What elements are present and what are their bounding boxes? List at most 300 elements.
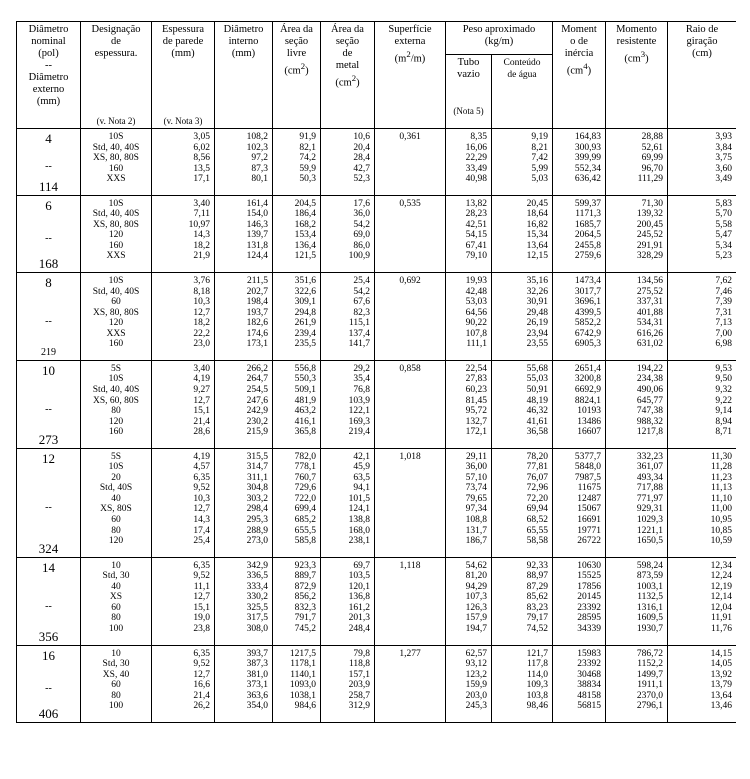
free-area-value: 91,9 <box>299 132 316 142</box>
weight-empty-value: 28,23 <box>465 209 487 220</box>
pipe-group-row <box>17 129 737 196</box>
weight-water-value: 79,17 <box>526 613 548 624</box>
inner-diameter-cell <box>215 448 273 557</box>
inner-diameter-value: 211,5 <box>246 276 268 287</box>
weight-water-value: 68,52 <box>526 515 548 526</box>
moment-inertia-value: 2455,8 <box>574 240 601 251</box>
wall-thickness-value: 3,40 <box>193 198 210 209</box>
external-surface-cell <box>375 129 446 196</box>
metal-area-value: 45,9 <box>353 462 370 473</box>
nominal-diameter-cell <box>17 645 81 722</box>
weight-empty-value: 108,8 <box>465 515 487 526</box>
metal-area-cell <box>321 273 375 361</box>
moment-inertia-cell <box>553 129 606 196</box>
wall-thickness-cell <box>152 448 215 557</box>
free-area-value: 365,8 <box>294 427 316 438</box>
weight-empty-value: 19,93 <box>465 276 487 287</box>
free-area-value: 782,0 <box>294 451 316 462</box>
resistant-moment-value: 275,52 <box>636 286 663 297</box>
inner-diameter-value: 215,9 <box>246 427 268 438</box>
nominal-diameter: 8 <box>45 275 52 291</box>
header-free-area: Área da seção livre $(cm^2)$ <box>273 22 321 129</box>
free-area-value: 778,1 <box>294 462 316 473</box>
weight-empty-value: 73,74 <box>465 483 487 494</box>
weight-empty-value: 53,03 <box>465 297 487 308</box>
external-surface-value: 0,692 <box>399 276 421 287</box>
designation-value: 120 <box>108 536 124 547</box>
weight-water-value: 48,19 <box>526 395 548 406</box>
inner-diameter-value: 333,4 <box>246 581 268 592</box>
weight-empty-value: 79,10 <box>465 251 487 262</box>
inner-diameter-value: 273,0 <box>246 536 268 547</box>
header-wall-thickness-note: (v. Nota 3) <box>163 116 203 126</box>
weight-empty-value: 64,56 <box>465 307 487 318</box>
moment-inertia-value: 599,37 <box>574 198 601 209</box>
resistant-moment-value: 1499,7 <box>636 669 663 680</box>
weight-empty-value: 186,7 <box>465 536 487 547</box>
moment-inertia-cell <box>553 645 606 722</box>
inner-diameter-value: 108,2 <box>246 132 268 142</box>
free-area-value: 121,5 <box>294 251 316 262</box>
free-area-cell <box>273 129 321 196</box>
designation-value: 100 <box>108 701 124 712</box>
wall-thickness-value: 3,40 <box>193 363 210 374</box>
table-body <box>17 129 737 723</box>
moment-inertia-value: 15983 <box>577 648 601 659</box>
metal-area-value: 94,1 <box>353 483 370 494</box>
free-area-cell <box>273 645 321 722</box>
weight-empty-value: 42,48 <box>465 286 487 297</box>
resistant-moment-value: 245,52 <box>636 230 663 241</box>
weight-water-value: 83,23 <box>526 602 548 613</box>
weight-water-cell <box>492 273 553 361</box>
weight-empty-value: 111,1 <box>466 339 487 350</box>
free-area-cell <box>273 273 321 361</box>
moment-inertia-cell <box>553 448 606 557</box>
wall-thickness-value: 9,52 <box>193 659 210 670</box>
moment-inertia-value: 6905,3 <box>574 339 601 350</box>
designation-cell <box>81 360 152 448</box>
inner-diameter-value: 295,3 <box>246 515 268 526</box>
weight-water-value: 20,45 <box>526 198 548 209</box>
external-surface-value: 0,858 <box>399 363 421 374</box>
gyration-radius-value: 11,30 <box>710 451 732 462</box>
designation-value: 120 <box>108 416 124 427</box>
wall-thickness-value: 25,4 <box>193 536 210 547</box>
wall-thickness-value: 21,4 <box>193 690 210 701</box>
wall-thickness-value: 16,6 <box>193 680 210 691</box>
weight-water-value: 92,33 <box>526 560 548 571</box>
metal-area-value: 28,4 <box>353 153 370 164</box>
metal-area-cell <box>321 195 375 272</box>
free-area-value: 556,8 <box>294 363 316 374</box>
resistant-moment-value: 1609,5 <box>636 613 663 624</box>
resistant-moment-value: 1911,1 <box>637 680 663 691</box>
inner-diameter-value: 381,0 <box>246 669 268 680</box>
resistant-moment-value: 134,56 <box>636 276 663 287</box>
metal-area-value: 161,2 <box>348 602 370 613</box>
weight-empty-cell <box>446 129 492 196</box>
external-surface-cell <box>375 195 446 272</box>
wall-thickness-cell <box>152 360 215 448</box>
moment-inertia-value: 10630 <box>577 560 601 571</box>
resistant-moment-value: 52,61 <box>641 142 663 153</box>
wall-thickness-value: 11,1 <box>193 581 210 592</box>
weight-water-value: 78,20 <box>526 451 548 462</box>
weight-empty-value: 29,11 <box>465 451 487 462</box>
wall-thickness-cell <box>152 129 215 196</box>
inner-diameter-cell <box>215 129 273 196</box>
inner-diameter-value: 336,5 <box>246 571 268 582</box>
wall-thickness-value: 19,0 <box>193 613 210 624</box>
weight-empty-value: 67,41 <box>465 240 487 251</box>
designation-value: 160 <box>108 240 124 251</box>
moment-inertia-cell <box>553 360 606 448</box>
weight-empty-value: 131,7 <box>465 525 487 536</box>
weight-empty-value: 107,8 <box>465 328 487 339</box>
external-diameter: 219 <box>41 346 56 358</box>
free-area-value: 729,6 <box>294 483 316 494</box>
metal-area-cell <box>321 557 375 645</box>
inner-diameter-value: 304,8 <box>246 483 268 494</box>
metal-area-value: 67,6 <box>353 297 370 308</box>
designation-value: XXS <box>106 328 126 339</box>
gyration-radius-value: 9,50 <box>715 374 732 385</box>
weight-empty-value: 157,9 <box>465 613 487 624</box>
moment-inertia-value: 23392 <box>577 659 601 670</box>
inner-diameter-value: 193,7 <box>246 307 268 318</box>
gyration-radius-value: 7,00 <box>715 328 732 339</box>
metal-area-value: 25,4 <box>353 276 370 287</box>
header-resistant-moment: Momento resistente $(cm^3)$ <box>606 22 668 129</box>
moment-inertia-value: 2759,6 <box>574 251 601 262</box>
external-diameter: 356 <box>38 628 59 644</box>
gyration-radius-value: 3,75 <box>715 153 732 164</box>
weight-water-value: 121,7 <box>526 648 548 659</box>
inner-diameter-value: 154,0 <box>246 209 268 220</box>
weight-empty-value: 57,10 <box>465 472 487 483</box>
weight-water-value: 50,91 <box>526 384 548 395</box>
inner-diameter-cell <box>215 645 273 722</box>
weight-empty-value: 36,00 <box>465 462 487 473</box>
resistant-moment-value: 291,91 <box>636 240 663 251</box>
free-area-value: 889,7 <box>294 571 316 582</box>
wall-thickness-value: 12,7 <box>193 307 210 318</box>
free-area-value: 722,0 <box>294 493 316 504</box>
resistant-moment-value: 616,26 <box>636 328 663 339</box>
external-surface-value: 0,535 <box>399 198 421 209</box>
pipe-group-row <box>17 557 737 645</box>
metal-area-value: 157,1 <box>348 669 370 680</box>
designation-value: 10S <box>108 276 124 287</box>
resistant-moment-value: 69,99 <box>641 153 663 164</box>
wall-thickness-value: 4,19 <box>193 374 210 385</box>
free-area-value: 239,4 <box>294 328 316 339</box>
external-diameter: 114 <box>38 178 59 194</box>
weight-water-value: 98,46 <box>526 701 548 712</box>
weight-water-value: 5,99 <box>531 163 548 174</box>
weight-empty-value: 94,29 <box>465 581 487 592</box>
inner-diameter-cell <box>215 195 273 272</box>
header-weight-empty: Tubo vazio (Nota 5) <box>446 55 492 129</box>
resistant-moment-value: 1029,3 <box>636 515 663 526</box>
moment-inertia-value: 34339 <box>577 623 601 634</box>
wall-thickness-value: 15,1 <box>193 602 210 613</box>
designation-value: 40 <box>111 493 121 504</box>
wall-thickness-value: 18,2 <box>193 318 210 329</box>
weight-water-value: 36,58 <box>526 427 548 438</box>
gyration-radius-value: 11,28 <box>710 462 732 473</box>
designation-cell <box>81 129 152 196</box>
weight-water-value: 114,0 <box>526 669 548 680</box>
free-area-value: 832,3 <box>294 602 316 613</box>
nominal-diameter: 14 <box>42 559 55 575</box>
wall-thickness-value: 26,2 <box>193 701 210 712</box>
resistant-moment-value: 493,34 <box>636 472 663 483</box>
weight-water-value: 76,07 <box>526 472 548 483</box>
diameter-separator: -- <box>45 683 52 695</box>
free-area-value: 186,4 <box>294 209 316 220</box>
free-area-value: 509,1 <box>294 384 316 395</box>
free-area-value: 463,2 <box>294 406 316 417</box>
external-diameter: 324 <box>38 540 59 556</box>
gyration-radius-value: 12,34 <box>710 560 732 571</box>
metal-area-value: 100,9 <box>348 251 370 262</box>
external-diameter: 273 <box>38 431 59 447</box>
inner-diameter-value: 311,1 <box>246 472 268 483</box>
weight-empty-value: 42,51 <box>465 219 487 230</box>
free-area-value: 136,4 <box>294 240 316 251</box>
inner-diameter-value: 325,5 <box>246 602 268 613</box>
moment-inertia-value: 5377,7 <box>574 451 601 462</box>
weight-empty-value: 245,3 <box>465 701 487 712</box>
gyration-radius-cell <box>668 129 737 196</box>
gyration-radius-value: 3,93 <box>715 132 732 142</box>
wall-thickness-value: 12,7 <box>193 504 210 515</box>
gyration-radius-value: 7,62 <box>715 276 732 287</box>
designation-value: XS, 40 <box>102 669 130 680</box>
moment-inertia-value: 3696,1 <box>574 297 601 308</box>
wall-thickness-value: 6,02 <box>193 142 210 153</box>
inner-diameter-value: 198,4 <box>246 297 268 308</box>
weight-water-value: 117,8 <box>526 659 548 670</box>
designation-value: Std, 30 <box>102 571 130 582</box>
metal-area-value: 115,1 <box>348 318 370 329</box>
inner-diameter-value: 254,5 <box>246 384 268 395</box>
resistant-moment-value: 873,59 <box>636 571 663 582</box>
nominal-diameter-cell <box>17 195 81 272</box>
diameter-separator: -- <box>45 315 52 327</box>
wall-thickness-cell <box>152 645 215 722</box>
gyration-radius-value: 14,15 <box>710 648 732 659</box>
wall-thickness-cell <box>152 195 215 272</box>
external-surface-value: 1,018 <box>399 451 421 462</box>
free-area-cell <box>273 448 321 557</box>
free-area-value: 745,2 <box>294 623 316 634</box>
designation-value: 80 <box>111 525 121 536</box>
resistant-moment-cell <box>606 645 668 722</box>
metal-area-value: 238,1 <box>348 536 370 547</box>
gyration-radius-cell <box>668 557 737 645</box>
weight-empty-value: 90,22 <box>465 318 487 329</box>
resistant-moment-value: 717,88 <box>636 483 663 494</box>
free-area-value: 351,6 <box>294 276 316 287</box>
moment-inertia-value: 5848,0 <box>574 462 601 473</box>
designation-value: XXS <box>106 251 126 262</box>
wall-thickness-value: 28,6 <box>193 427 210 438</box>
designation-cell <box>81 645 152 722</box>
weight-water-value: 13,64 <box>526 240 548 251</box>
metal-area-value: 219,4 <box>348 427 370 438</box>
moment-inertia-value: 20145 <box>577 592 601 603</box>
weight-empty-value: 16,06 <box>465 142 487 153</box>
pipe-dimensions-table-page <box>16 21 736 779</box>
designation-value: 100 <box>108 623 124 634</box>
free-area-value: 760,7 <box>294 472 316 483</box>
metal-area-value: 258,7 <box>348 690 370 701</box>
wall-thickness-value: 10,97 <box>188 219 210 230</box>
diameter-separator: -- <box>45 600 52 612</box>
wall-thickness-value: 15,1 <box>193 406 210 417</box>
inner-diameter-value: 330,2 <box>246 592 268 603</box>
designation-value: Std, 30 <box>102 659 130 670</box>
gyration-radius-value: 7,13 <box>715 318 732 329</box>
inner-diameter-value: 314,7 <box>246 462 268 473</box>
designation-value: 10S <box>108 198 124 209</box>
metal-area-value: 203,9 <box>348 680 370 691</box>
moment-inertia-value: 23392 <box>577 602 601 613</box>
weight-empty-value: 62,57 <box>465 648 487 659</box>
gyration-radius-value: 9,14 <box>715 406 732 417</box>
gyration-radius-value: 3,60 <box>715 163 732 174</box>
inner-diameter-value: 393,7 <box>246 648 268 659</box>
designation-value: 10S <box>108 462 124 473</box>
metal-area-value: 29,2 <box>353 363 370 374</box>
weight-water-value: 109,3 <box>526 680 548 691</box>
wall-thickness-value: 8,18 <box>193 286 210 297</box>
resistant-moment-value: 2370,0 <box>636 690 663 701</box>
free-area-value: 923,3 <box>294 560 316 571</box>
designation-value: Std, 40, 40S <box>92 286 140 297</box>
wall-thickness-value: 23,0 <box>193 339 210 350</box>
moment-inertia-cell <box>553 195 606 272</box>
resistant-moment-value: 337,31 <box>636 297 663 308</box>
gyration-radius-value: 7,39 <box>715 297 732 308</box>
resistant-moment-value: 771,97 <box>636 493 663 504</box>
pipe-group-row <box>17 448 737 557</box>
moment-inertia-value: 3017,7 <box>574 286 601 297</box>
header-row-1 <box>17 22 737 55</box>
inner-diameter-value: 182,6 <box>246 318 268 329</box>
pipe-group-row <box>17 645 737 722</box>
resistant-moment-cell <box>606 195 668 272</box>
free-area-value: 856,2 <box>294 592 316 603</box>
weight-water-value: 77,81 <box>526 462 548 473</box>
external-surface-cell <box>375 448 446 557</box>
resistant-moment-cell <box>606 360 668 448</box>
moment-inertia-value: 12487 <box>577 493 601 504</box>
metal-area-value: 69,7 <box>353 560 370 571</box>
designation-value: 160 <box>108 163 124 174</box>
resistant-moment-value: 631,02 <box>636 339 663 350</box>
designation-value: Std, 40, 40S <box>92 384 140 395</box>
resistant-moment-value: 1650,5 <box>636 536 663 547</box>
moment-inertia-value: 17856 <box>577 581 601 592</box>
weight-water-cell <box>492 360 553 448</box>
metal-area-value: 79,8 <box>353 648 370 659</box>
weight-water-value: 7,42 <box>531 153 548 164</box>
moment-inertia-value: 15525 <box>577 571 601 582</box>
weight-empty-value: 27,83 <box>465 374 487 385</box>
metal-area-value: 122,1 <box>348 406 370 417</box>
gyration-radius-value: 13,46 <box>710 701 732 712</box>
gyration-radius-value: 10,95 <box>710 515 732 526</box>
nominal-diameter-cell <box>17 273 81 361</box>
designation-value: 120 <box>108 318 124 329</box>
moment-inertia-value: 636,42 <box>574 174 601 185</box>
wall-thickness-value: 6,35 <box>193 560 210 571</box>
metal-area-value: 136,8 <box>348 592 370 603</box>
designation-value: 80 <box>111 613 121 624</box>
inner-diameter-value: 102,3 <box>246 142 268 153</box>
resistant-moment-value: 1930,7 <box>636 623 663 634</box>
pipe-group-row <box>17 360 737 448</box>
wall-thickness-value: 23,8 <box>193 623 210 634</box>
free-area-value: 550,3 <box>294 374 316 385</box>
weight-empty-value: 8,35 <box>470 132 487 142</box>
moment-inertia-value: 552,34 <box>574 163 601 174</box>
moment-inertia-value: 30468 <box>577 669 601 680</box>
metal-area-value: 54,2 <box>353 219 370 230</box>
free-area-value: 699,4 <box>294 504 316 515</box>
header-gyration-radius: Raio de giração (cm) <box>668 22 737 129</box>
moment-inertia-value: 300,93 <box>574 142 601 153</box>
designation-value: 10 <box>111 648 121 659</box>
weight-water-value: 26,19 <box>526 318 548 329</box>
free-area-cell <box>273 360 321 448</box>
moment-inertia-value: 2064,5 <box>574 230 601 241</box>
inner-diameter-value: 342,9 <box>246 560 268 571</box>
gyration-radius-value: 10,85 <box>710 525 732 536</box>
moment-inertia-value: 10193 <box>577 406 601 417</box>
free-area-value: 82,1 <box>299 142 316 153</box>
weight-water-value: 58,58 <box>526 536 548 547</box>
free-area-value: 261,9 <box>294 318 316 329</box>
moment-inertia-value: 16607 <box>577 427 601 438</box>
external-diameter: 168 <box>38 256 59 272</box>
inner-diameter-value: 247,6 <box>246 395 268 406</box>
designation-value: XS <box>109 592 123 603</box>
designation-value: 10 <box>111 560 121 571</box>
wall-thickness-cell <box>152 557 215 645</box>
gyration-radius-value: 13,92 <box>710 669 732 680</box>
inner-diameter-cell <box>215 360 273 448</box>
weight-empty-value: 95,72 <box>465 406 487 417</box>
resistant-moment-value: 28,88 <box>641 132 663 142</box>
moment-inertia-cell <box>553 273 606 361</box>
wall-thickness-value: 14,3 <box>193 515 210 526</box>
designation-value: 10S <box>108 374 124 385</box>
weight-empty-value: 54,62 <box>465 560 487 571</box>
weight-water-value: 41,61 <box>526 416 548 427</box>
designation-value: 60 <box>111 297 121 308</box>
moment-inertia-value: 2651,4 <box>574 363 601 374</box>
weight-empty-cell <box>446 645 492 722</box>
resistant-moment-value: 71,30 <box>641 198 663 209</box>
inner-diameter-value: 373,1 <box>246 680 268 691</box>
resistant-moment-cell <box>606 129 668 196</box>
nominal-diameter: 12 <box>42 450 55 466</box>
